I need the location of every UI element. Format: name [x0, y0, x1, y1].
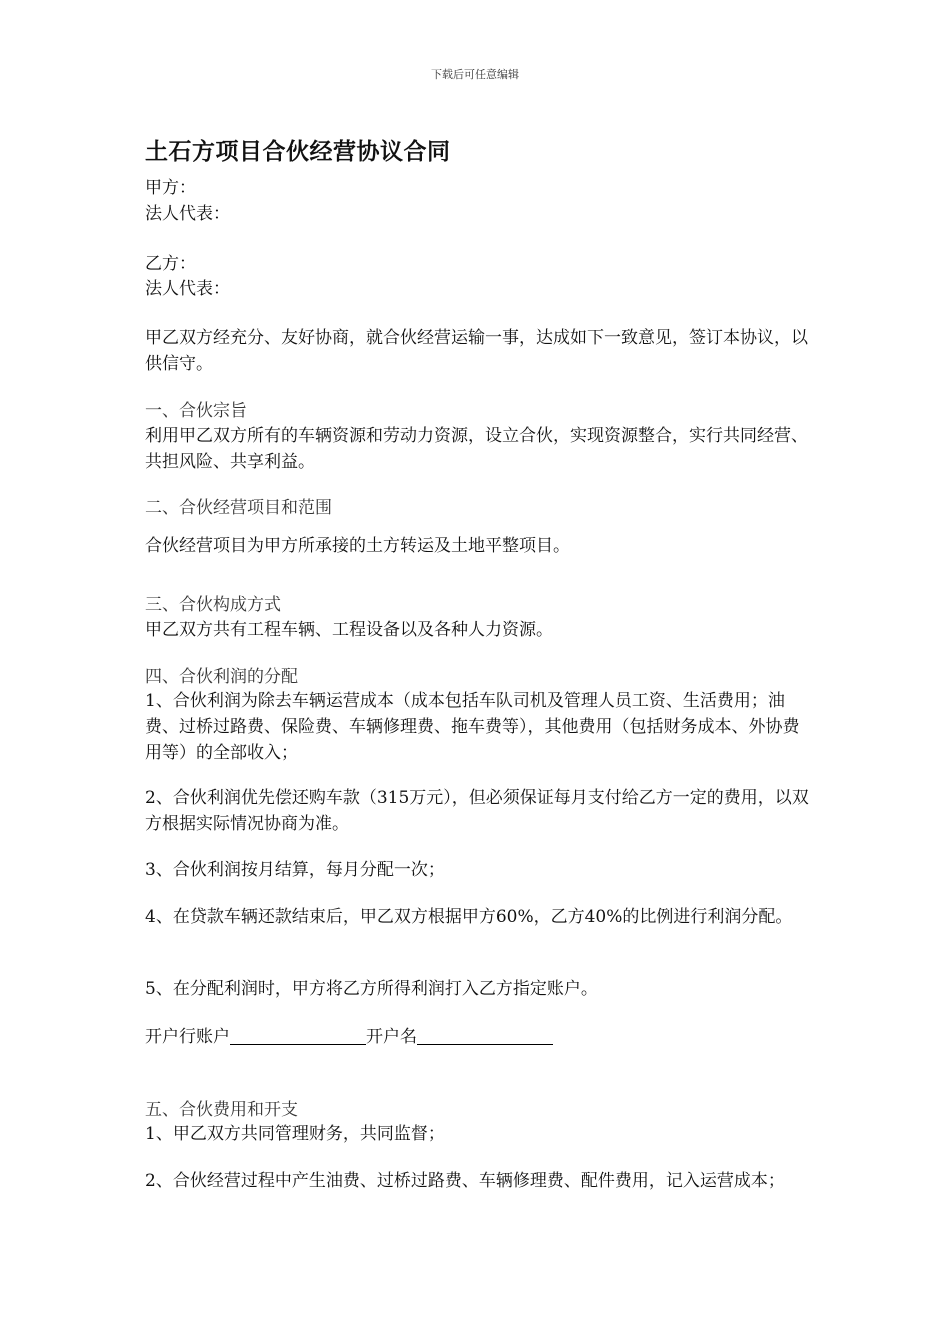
party-b-line: 乙方：	[145, 254, 196, 274]
section-3-heading: 三、合伙构成方式	[145, 595, 281, 615]
section-5-heading: 五、合伙费用和开支	[145, 1100, 298, 1120]
section-4-item-2: 2、合伙利润优先偿还购车款（315万元），但必须保证每月支付给乙方一定的费用，以双方根据实际情况协商为准。	[145, 788, 809, 834]
document-title: 土石方项目合伙经营协议合同	[145, 139, 451, 165]
party-a-line: 甲方：	[145, 178, 196, 198]
section-3-body: 甲乙双方共有工程车辆、工程设备以及各种人力资源。	[145, 620, 553, 640]
party-a-rep-line: 法人代表：	[145, 204, 230, 224]
account-line	[145, 1024, 810, 1050]
party-b-rep-line: 法人代表：	[145, 279, 230, 299]
account-name-label: 开户名	[366, 1027, 417, 1047]
section-4-item-3: 3、合伙利润按月结算，每月分配一次；	[145, 860, 445, 880]
section-4-item-5: 5、在分配利润时，甲方将乙方所得利润打入乙方指定账户。	[145, 979, 598, 999]
account-bank-label: 开户行账户	[145, 1027, 230, 1047]
section-4-item-4: 4、在贷款车辆还款结束后，甲乙双方根据甲方60%，乙方40%的比例进行利润分配。	[145, 907, 793, 927]
account-bank-blank	[230, 1026, 366, 1045]
section-2-body: 合伙经营项目为甲方所承接的土方转运及土地平整项目。	[145, 536, 570, 556]
section-5-item-2: 2、合伙经营过程中产生油费、过桥过路费、车辆修理费、配件费用，记入运营成本；	[145, 1171, 785, 1191]
section-4-item-1: 1、合伙利润为除去车辆运营成本（成本包括车队司机及管理人员工资、生活费用；油费、过桥过路费、保险费、车辆修理费、拖车费等），其他费用（包括财务成本、外协费用等）的全部收入；	[145, 691, 800, 763]
account-name-blank	[417, 1026, 553, 1045]
section-2-heading: 二、合伙经营项目和范围	[145, 498, 332, 518]
section-1-heading: 一、合伙宗旨	[145, 401, 247, 421]
page-header: 下载后可任意编辑	[431, 68, 519, 81]
section-4-heading: 四、合伙利润的分配	[145, 667, 298, 687]
section-1-body: 利用甲乙双方所有的车辆资源和劳动力资源，设立合伙，实现资源整合，实行共同经营、共担风险、共享利益。	[145, 426, 808, 472]
intro-paragraph: 甲乙双方经充分、友好协商，就合伙经营运输一事，达成如下一致意见，签订本协议，以供信守。	[145, 328, 808, 374]
section-5-item-1: 1、甲乙双方共同管理财务，共同监督；	[145, 1124, 445, 1144]
